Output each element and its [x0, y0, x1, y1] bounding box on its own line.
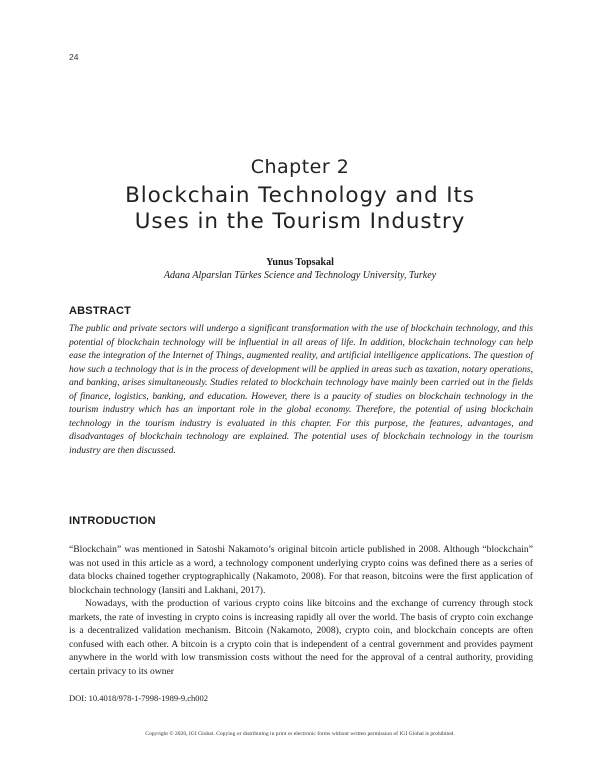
abstract-heading: ABSTRACT [69, 305, 132, 317]
introduction-body [69, 543, 533, 678]
chapter-title [40, 183, 560, 235]
author-affiliation: Adana Alparslan Türkes Science and Technology University, Turkey [163, 270, 437, 281]
chapter-title-line-2: Uses in the Tourism Industry [134, 209, 466, 234]
chapter-label: Chapter 2 [250, 156, 350, 178]
introduction-paragraph-2: Nowadays, with the production of various crypto coins like bitcoins and the exchange of currency through stock markets, the rate of investing in crypto coins is increasing rapidly all over the world. The basis of crypto coin exchange is a decentralized validation mechanism. Bitcoin (Nakamoto, 2008), crypto coin, and blockchain concepts are often confused with each other. A bitcoin is a crypto coin that is independent of a central government and provides payment anywhere in the world with low transmission costs without the need for the approval of a central authority, providing certain privacy to its owner [69, 598, 533, 677]
introduction-paragraph-1: “Blockchain” was mentioned in Satoshi Nakamoto’s original bitcoin article published in 2008. Although “blockchain” was not used in this article as a word, a technology component underlying crypto coins was defined there as a series of data blocks chained together cryptographically (Nakamoto, 2008). For that reason, bitcoins were the first application of blockchain technology (Iansiti and Lakhani, 2017). [69, 544, 533, 596]
copyright-notice: Copyright © 2020, IGI Global. Copying or distributing in print or electronic forms without written permission of IGI Global is prohibited. [145, 731, 455, 737]
abstract-text: The public and private sectors will undergo a significant transformation with the use of blockchain technology, and this potential of blockchain technology will be influential in all areas of life. In addition, blockchain technology can help ease the integration of the Internet of Things, augmented reality, and artificial intelligence applications. The question of how such a technology that is in the process of development will be applied in areas such as taxation, notary operations, and banking, arises simultaneously. Studies related to blockchain technology have mainly been carried out in the fields of finance, logistics, banking, and education. However, there is a paucity of studies on blockchain technology in the tourism industry which has an important role in the global economy. Therefore, the potential of using blockchain technology in the tourism industry is evaluated in this chapter. For this purpose, the features, advantages, and disadvantages of blockchain technology are explained. The potential uses of blockchain technology in the tourism industry are then discussed. [69, 323, 533, 456]
page-number: 24 [69, 52, 79, 62]
author-name: Yunus Topsakal [266, 257, 334, 268]
introduction-heading: INTRODUCTION [69, 515, 156, 527]
doi-line: DOI: 10.4018/978-1-7998-1989-9.ch002 [69, 693, 209, 703]
chapter-title-line-1: Blockchain Technology and Its [125, 183, 475, 208]
